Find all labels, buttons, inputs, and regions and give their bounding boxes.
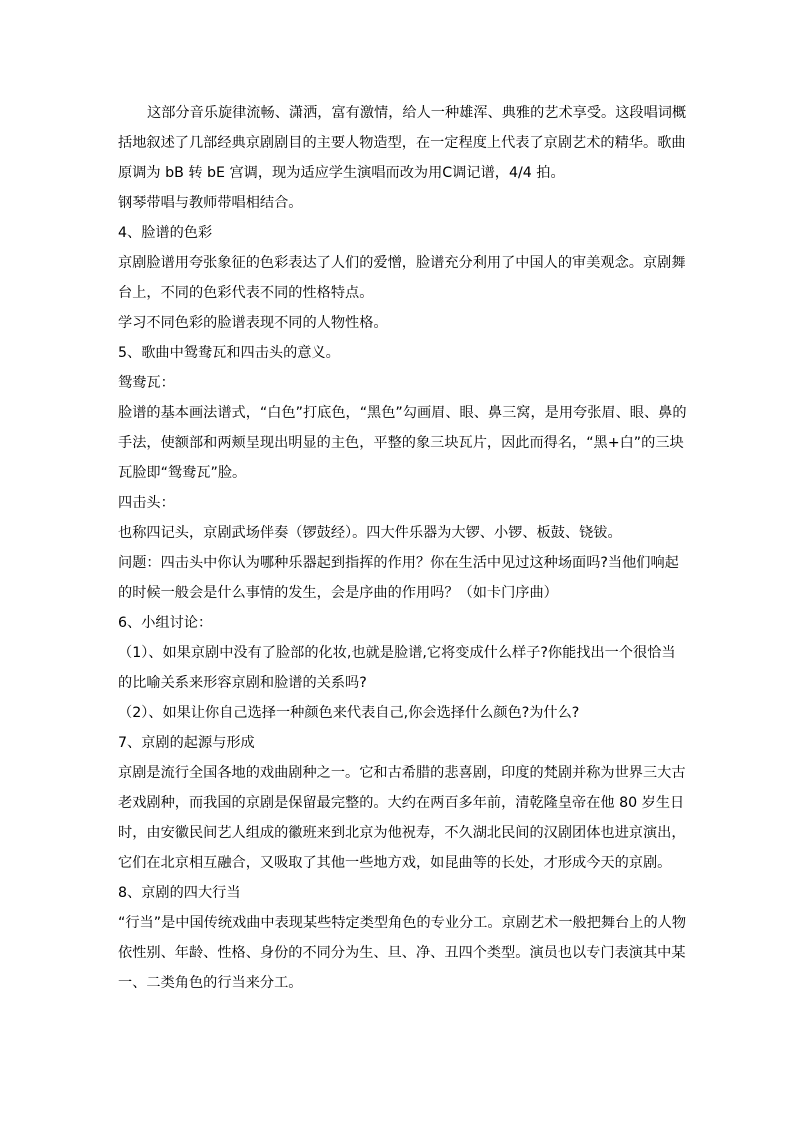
text-line: 老戏剧种，而我国的京剧是保留最完整的。大约在两百多年前，清乾隆皇帝在他 80 岁生日: [118, 795, 685, 811]
heading-roles: [118, 878, 684, 908]
paragraph-origin: [118, 758, 684, 878]
section-heading: 5、歌曲中鸳鸯瓦和四击头的意义。: [118, 345, 340, 361]
text-line: 原调为 bB 转 bE 宫调，现为适应学生演唱而改为用C调记谱，4/4 拍。: [118, 165, 565, 181]
text-line: 的时候一般会是什么事情的发生，会是序曲的作用吗？（如卡门序曲）: [118, 585, 558, 601]
text-line: 一、二类角色的行当来分工。: [118, 975, 303, 991]
paragraph-piano-singing: [118, 188, 684, 218]
section-heading: 6、小组讨论：: [118, 615, 213, 631]
text-line: 钢琴带唱与教师带唱相结合。: [118, 195, 303, 211]
heading-origin: [118, 728, 684, 758]
text-line: 问题：四击头中你认为哪种乐器起到指挥的作用？你在生活中见过这种场面吗?当他们响起: [118, 555, 679, 571]
paragraph-sijitou: [118, 518, 684, 548]
paragraph-music-description: [118, 98, 687, 188]
text-line: 时，由安徽民间艺人组成的徽班来到北京为他祝寿，不久湖北民间的汉剧团体也进京演出，: [118, 825, 686, 841]
text-line: 瓦脸即“鸳鸯瓦”脸。: [118, 465, 247, 481]
paragraph-discussion-1: [118, 638, 684, 698]
text-line: 京剧脸谱用夸张象征的色彩表达了人们的爱憎，脸谱充分利用了中国人的审美观念。京剧舞: [118, 255, 686, 271]
document-body: [118, 98, 687, 998]
subheading-sijitou: [118, 488, 684, 518]
text-line: 括地叙述了几部经典京剧剧目的主要人物造型，在一定程度上代表了京剧艺术的精华。歌曲: [118, 135, 686, 151]
text-line: 台上，不同的色彩代表不同的性格特点。: [118, 285, 374, 301]
paragraph-facial-colors: [118, 248, 684, 308]
text-line: 依性别、年龄、性格、身份的不同分为生、旦、净、丑四个类型。演员也以专门表演其中某: [118, 945, 686, 961]
text-line: 这部分音乐旋律流畅、潇洒，富有激情，给人一种雄浑、典雅的艺术享受。这段唱词概: [147, 105, 687, 121]
text-line: 脸谱的基本画法谱式，“白色”打底色，“黑色”勾画眉、眼、鼻三窝，是用夸张眉、眼、鼻的: [118, 405, 687, 421]
text-line: （2）、如果让你自己选择一种颜色来代表自己,你会选择什么颜色?为什么?: [118, 705, 580, 721]
section-heading: 8、京剧的四大行当: [118, 885, 241, 901]
paragraph-learn-colors: [118, 308, 684, 338]
paragraph-roles: [118, 908, 687, 998]
sub-heading: 鸳鸯瓦：: [118, 375, 175, 391]
paragraph-discussion-2: [118, 698, 684, 728]
text-line: 手法，使额部和两颊呈现出明显的主色，平整的象三块瓦片，因此而得名，“黑+白”的三块: [118, 435, 684, 451]
paragraph-yuanyangwa: [118, 398, 687, 488]
sub-heading: 四击头：: [118, 495, 175, 511]
section-heading: 7、京剧的起源与形成: [118, 735, 255, 751]
heading-song-meaning: [118, 338, 684, 368]
text-line: 学习不同色彩的脸谱表现不同的人物性格。: [118, 315, 388, 331]
heading-facial-colors: [118, 218, 684, 248]
text-line: 也称四记头，京剧武场伴奏（锣鼓经）。四大件乐器为大锣、小锣、板鼓、铙钹。: [118, 525, 622, 541]
paragraph-question: [118, 548, 684, 608]
text-line: （1）、如果京剧中没有了脸部的化妆,也就是脸谱,它将变成什么样子?你能找出一个很恰当: [118, 645, 676, 661]
text-line: 它们在北京相互融合，又吸取了其他一些地方戏，如昆曲等的长处，才形成今天的京剧。: [118, 855, 672, 871]
text-line: 京剧是流行全国各地的戏曲剧种之一。它和古希腊的悲喜剧，印度的梵剧并称为世界三大古: [118, 765, 686, 781]
heading-group-discussion: [118, 608, 684, 638]
subheading-yuanyangwa: [118, 368, 684, 398]
text-line: 的比喻关系来形容京剧和脸谱的关系吗?: [118, 675, 367, 691]
text-line: “行当”是中国传统戏曲中表现某些特定类型角色的专业分工。京剧艺术一般把舞台上的人物: [118, 915, 687, 931]
section-heading: 4、脸谱的色彩: [118, 225, 213, 241]
